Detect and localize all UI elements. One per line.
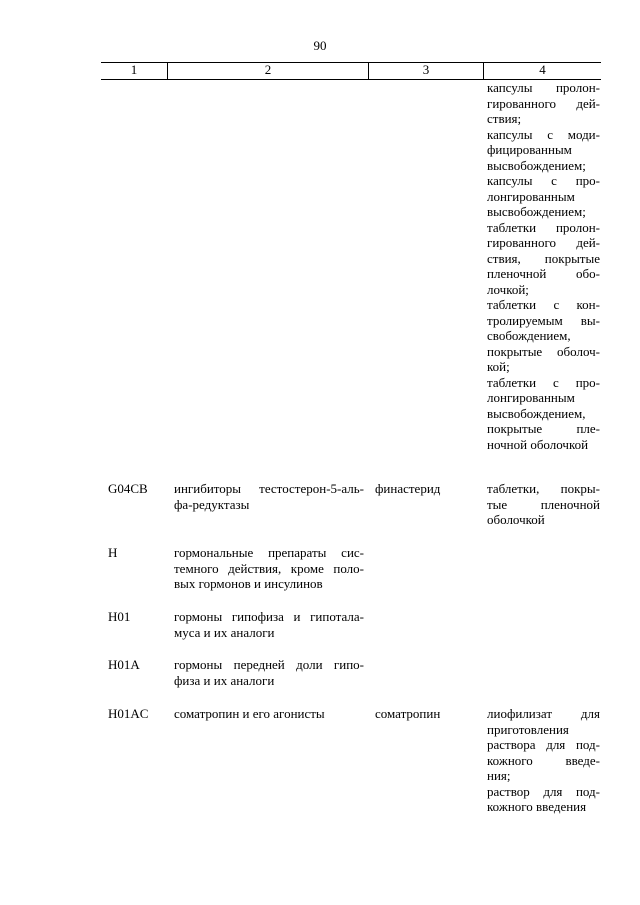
- word: лиофилизат: [487, 706, 553, 721]
- word: тестостерон-5-аль-: [259, 481, 364, 496]
- word: пленочной: [540, 496, 600, 512]
- word: ингибиторы: [174, 481, 242, 496]
- word: для: [543, 783, 563, 799]
- text-line: [487, 127, 600, 143]
- word: оболоч-: [557, 343, 600, 359]
- text-line: кожного введения: [487, 799, 587, 814]
- table-header: [101, 62, 601, 80]
- word: кон-: [576, 297, 600, 312]
- text-line: кой;: [487, 359, 510, 374]
- word: капсулы: [487, 173, 533, 188]
- text-line: высвобождением;: [487, 157, 586, 173]
- text-line: [174, 561, 364, 577]
- page-number: 90: [313, 38, 327, 53]
- word: покрытые: [487, 421, 543, 436]
- text-line: [487, 266, 600, 282]
- word: пленочной: [487, 266, 547, 281]
- atc-code: H01A: [108, 657, 140, 672]
- word: и: [293, 609, 301, 624]
- text-line: высвобождением;: [487, 204, 586, 219]
- text-line: [174, 481, 364, 497]
- word: доли: [296, 657, 323, 672]
- text-line: высвобождением,: [487, 405, 586, 421]
- word: гированного: [487, 95, 556, 111]
- text-line: [174, 545, 364, 561]
- word: с: [553, 297, 560, 312]
- word: препараты: [268, 545, 327, 560]
- word: дей-: [576, 95, 600, 111]
- word: введе-: [565, 752, 600, 768]
- word: сис-: [341, 545, 364, 560]
- text-line: [487, 80, 600, 96]
- header-col-3: 3: [368, 63, 483, 79]
- word: дей-: [576, 235, 600, 250]
- header-col-4: 4: [483, 63, 601, 79]
- word: гормоны: [174, 609, 223, 624]
- text-line: ствия;: [487, 111, 522, 126]
- word: пролон-: [555, 219, 600, 235]
- group-description: [174, 545, 364, 592]
- word: раствора: [487, 737, 536, 752]
- word: вы-: [580, 312, 600, 328]
- group-description: [174, 609, 364, 640]
- text-line: лонгированным: [487, 390, 575, 405]
- text-line: [174, 609, 364, 625]
- text-line: [487, 753, 600, 769]
- text-line: соматропин и его агонисты: [174, 706, 325, 721]
- word: кроме: [290, 560, 324, 576]
- group-description: [174, 481, 364, 512]
- text-line: [487, 220, 600, 236]
- word: с: [547, 126, 553, 142]
- word: темного: [174, 560, 219, 576]
- text-line: свобождением,: [487, 328, 571, 343]
- text-line: [487, 96, 600, 112]
- word: под-: [575, 737, 600, 752]
- word: гированного: [487, 235, 556, 250]
- word: про-: [575, 173, 600, 188]
- word: раствор: [487, 783, 530, 799]
- atc-code: H01AC: [108, 706, 149, 721]
- word: гормоны: [174, 657, 223, 672]
- header-col-2: 2: [167, 63, 368, 79]
- word: капсулы: [487, 80, 533, 95]
- word: моди-: [567, 126, 600, 142]
- word: поло-: [333, 560, 364, 576]
- text-line: ночной оболочкой: [487, 436, 589, 452]
- word: про-: [575, 374, 600, 390]
- word: гипотала-: [310, 609, 364, 624]
- word: таблетки,: [487, 481, 540, 496]
- word: гипо-: [333, 657, 364, 672]
- text-line: [487, 706, 600, 722]
- text-line: [487, 313, 600, 329]
- word: тролируемым: [487, 312, 563, 328]
- word: с: [551, 173, 557, 188]
- word: для: [546, 737, 566, 752]
- word: с: [553, 374, 559, 390]
- text-line: [487, 784, 600, 800]
- text-line: оболочкой: [487, 512, 545, 527]
- word: для: [580, 706, 600, 721]
- text-line: [487, 251, 600, 267]
- text-line: приготовления: [487, 721, 569, 737]
- word: пролон-: [555, 80, 600, 95]
- text-line: вых гормонов и инсулинов: [174, 576, 323, 591]
- text-line: [487, 481, 600, 497]
- word: таблетки: [487, 297, 537, 312]
- atc-code: H01: [108, 609, 131, 624]
- text-line: физа и их аналоги: [174, 672, 275, 688]
- word: таблетки: [487, 219, 537, 235]
- text-line: [487, 344, 600, 360]
- text-line: [487, 421, 600, 437]
- text-line: [487, 497, 600, 513]
- drug-name: соматропин: [375, 706, 441, 721]
- text-line: лонгированным: [487, 188, 575, 204]
- dosage-forms: [487, 706, 600, 815]
- header-col-1: 1: [130, 62, 138, 77]
- word: под-: [575, 783, 600, 799]
- text-line: фицированным: [487, 142, 572, 157]
- word: ствия,: [487, 250, 521, 266]
- atc-code: H: [108, 545, 118, 560]
- word: пле-: [576, 421, 600, 436]
- word: передней: [233, 657, 285, 672]
- drug-name: финастерид: [375, 481, 441, 496]
- word: капсулы: [487, 126, 533, 142]
- word: покрытые: [487, 343, 543, 359]
- group-description: [174, 657, 364, 688]
- text-line: [487, 297, 600, 313]
- word: покры-: [560, 481, 600, 496]
- text-line: [487, 173, 600, 189]
- atc-code: G04CB: [108, 481, 148, 496]
- text-line: фа-редуктазы: [174, 496, 250, 512]
- text-line: лочкой;: [487, 281, 529, 297]
- word: гипофиза: [231, 609, 284, 624]
- text-line: [487, 375, 600, 391]
- continued-forms-cell: [487, 80, 600, 452]
- text-line: ния;: [487, 768, 511, 783]
- dosage-forms: [487, 481, 600, 528]
- word: покрытые: [544, 250, 600, 266]
- text-line: муса и их аналоги: [174, 624, 275, 640]
- text-line: [174, 657, 364, 673]
- word: обо-: [576, 266, 600, 281]
- word: кожного: [487, 752, 533, 768]
- text-line: [487, 737, 600, 753]
- word: тые: [487, 496, 508, 512]
- text-line: [487, 235, 600, 251]
- group-description: [174, 706, 364, 722]
- word: действия,: [228, 560, 282, 576]
- word: гормональные: [174, 545, 254, 560]
- word: таблетки: [487, 374, 537, 390]
